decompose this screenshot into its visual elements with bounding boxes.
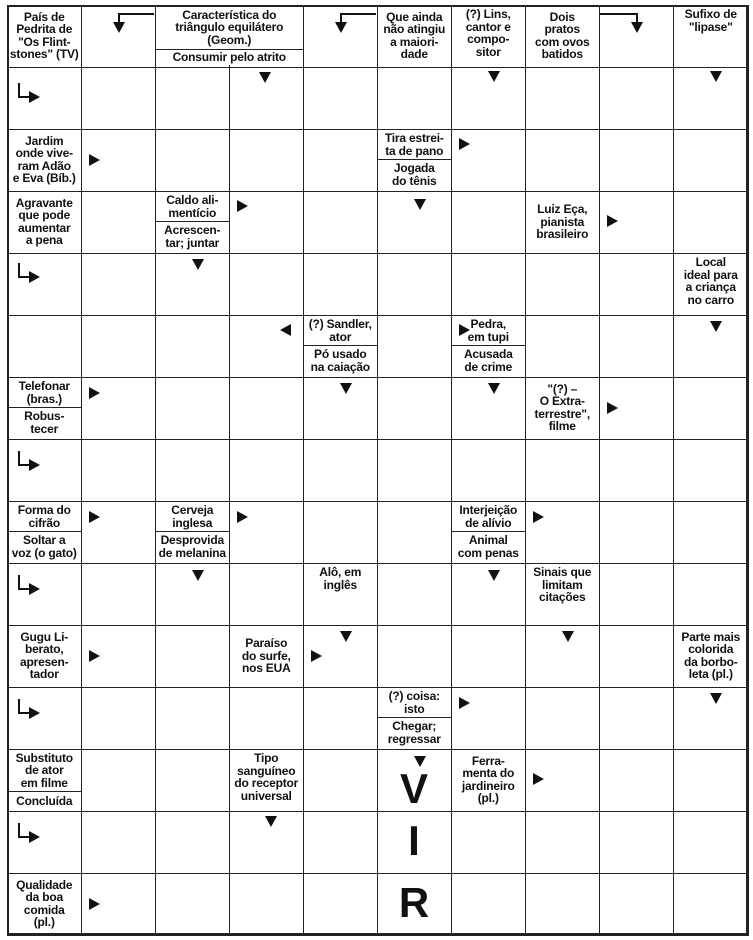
grid-cell[interactable] xyxy=(155,377,230,440)
grid-cell[interactable] xyxy=(7,687,82,750)
grid-cell[interactable] xyxy=(525,873,600,936)
grid-cell[interactable] xyxy=(155,67,230,130)
grid-cell[interactable] xyxy=(673,191,749,254)
grid-cell[interactable] xyxy=(303,687,378,750)
arrow-right-icon xyxy=(237,200,248,212)
clue-c20: Telefonar (bras.) xyxy=(8,378,81,408)
arrow-right-icon xyxy=(89,898,100,910)
clue-c18: Pedra, em tupi xyxy=(452,316,525,346)
arrow-down-icon xyxy=(710,693,722,704)
grid-cell[interactable] xyxy=(155,749,230,812)
grid-cell[interactable] xyxy=(599,811,674,874)
grid-cell[interactable] xyxy=(377,439,452,502)
grid-cell[interactable] xyxy=(229,377,304,440)
clue-c26: Desprovida de melanina xyxy=(156,532,229,562)
grid-cell[interactable] xyxy=(7,439,82,502)
grid-cell[interactable] xyxy=(673,563,749,626)
grid-cell[interactable] xyxy=(525,67,600,130)
arrow-right-icon xyxy=(533,773,544,785)
arrow-right-icon xyxy=(459,324,470,336)
grid-cell[interactable] xyxy=(599,129,674,192)
answer-letter-l3[interactable]: R xyxy=(398,879,430,926)
grid-cell[interactable] xyxy=(303,129,378,192)
answer-letter-l2[interactable]: I xyxy=(408,817,420,864)
clue-c35: Chegar; regressar xyxy=(378,718,451,748)
clue-c34: (?) coisa: isto xyxy=(378,688,451,718)
arrow-down-icon xyxy=(488,570,500,581)
grid-cell[interactable] xyxy=(599,563,674,626)
grid-cell[interactable] xyxy=(599,625,674,688)
clue-c4: Que ainda não atingiu a maiori- dade xyxy=(378,6,451,66)
grid-cell[interactable] xyxy=(303,873,378,936)
grid-cell[interactable] xyxy=(7,315,82,378)
arrow-right-icon xyxy=(89,511,100,523)
grid-cell[interactable] xyxy=(377,377,452,440)
answer-letter-l1[interactable]: V xyxy=(399,765,428,812)
arrow-right-icon xyxy=(459,697,470,709)
grid-cell[interactable] xyxy=(599,687,674,750)
grid-cell[interactable] xyxy=(81,253,156,316)
arrow-right-icon xyxy=(237,511,248,523)
grid-cell[interactable] xyxy=(525,811,600,874)
clue-c3: Consumir pelo atrito xyxy=(156,50,303,66)
grid-cell[interactable] xyxy=(673,439,749,502)
arrow-right-icon xyxy=(533,511,544,523)
grid-cell[interactable] xyxy=(7,563,82,626)
grid-cell[interactable] xyxy=(451,191,526,254)
grid-cell[interactable] xyxy=(673,749,749,812)
clue-c8: Jardim onde vive- ram Adão e Eva (Bíb.) xyxy=(8,130,81,190)
arrow-down-icon xyxy=(259,72,271,83)
arrow-right-icon xyxy=(607,402,618,414)
clue-c31: Gugu Li- berato, apresen- tador xyxy=(8,626,81,686)
grid-cell[interactable] xyxy=(155,687,230,750)
grid-cell[interactable] xyxy=(155,129,230,192)
clue-c2: Característica do triângulo equilátero (Geom.) xyxy=(156,6,303,50)
grid-cell[interactable] xyxy=(81,439,156,502)
clue-c36: Substituto de ator em filme xyxy=(8,750,81,792)
grid-cell[interactable] xyxy=(229,873,304,936)
clue-c33: Parte mais colorida da borbo- leta (pl.) xyxy=(674,626,748,686)
arrow-right-icon xyxy=(459,138,470,150)
clue-c13: Acrescen- tar; juntar xyxy=(156,222,229,252)
grid-cell[interactable] xyxy=(155,873,230,936)
grid-cell[interactable] xyxy=(525,439,600,502)
grid-cell[interactable] xyxy=(525,129,600,192)
grid-cell[interactable] xyxy=(599,501,674,564)
clue-c12: Caldo ali- mentício xyxy=(156,192,229,222)
grid-cell[interactable] xyxy=(81,315,156,378)
grid-cell[interactable] xyxy=(599,749,674,812)
clue-c32: Paraíso do surfe, nos EUA xyxy=(230,626,303,686)
clue-c28: Animal com penas xyxy=(452,532,525,562)
grid-cell[interactable] xyxy=(303,501,378,564)
clue-c9: Tira estrei- ta de pano xyxy=(378,130,451,160)
grid-cell[interactable] xyxy=(451,625,526,688)
grid-cell[interactable] xyxy=(229,253,304,316)
arrow-right-icon xyxy=(89,387,100,399)
grid-cell[interactable] xyxy=(599,253,674,316)
grid-cell[interactable] xyxy=(229,315,304,378)
grid-cell[interactable] xyxy=(451,253,526,316)
grid-cell[interactable] xyxy=(229,687,304,750)
grid-cell[interactable] xyxy=(673,501,749,564)
clue-c25: Cerveja inglesa xyxy=(156,502,229,532)
grid-cell[interactable] xyxy=(525,687,600,750)
clue-c37: Concluída xyxy=(8,792,81,809)
grid-cell[interactable] xyxy=(81,67,156,130)
grid-cell[interactable] xyxy=(377,625,452,688)
arrow-down-icon xyxy=(488,71,500,82)
grid-cell[interactable] xyxy=(673,811,749,874)
grid-cell[interactable] xyxy=(303,253,378,316)
arrow-down-icon xyxy=(414,199,426,210)
arrow-right-icon xyxy=(607,215,618,227)
grid-cell[interactable] xyxy=(155,315,230,378)
grid-cell[interactable] xyxy=(451,439,526,502)
grid-cell[interactable] xyxy=(377,501,452,564)
clue-c19: Acusada de crime xyxy=(452,346,525,376)
arrow-down-icon xyxy=(265,816,277,827)
clue-c24: Soltar a voz (o gato) xyxy=(8,532,81,562)
grid-cell[interactable] xyxy=(303,439,378,502)
clue-c7: Sufixo de "lipase" xyxy=(674,6,748,66)
grid-cell[interactable] xyxy=(673,129,749,192)
grid-cell[interactable] xyxy=(303,191,378,254)
clue-c23: Forma do cifrão xyxy=(8,502,81,532)
clue-c6: Dois pratos com ovos batidos xyxy=(526,6,599,66)
grid-cell[interactable] xyxy=(303,67,378,130)
grid-cell[interactable] xyxy=(7,811,82,874)
clue-c14: Luiz Eça, pianista brasileiro xyxy=(526,192,599,252)
clue-c39: Ferra- menta do jardineiro (pl.) xyxy=(452,750,525,810)
grid-cell[interactable] xyxy=(525,253,600,316)
grid-cell[interactable] xyxy=(377,253,452,316)
clue-c21: Robus- tecer xyxy=(8,408,81,438)
arrow-right-icon xyxy=(311,650,322,662)
clue-c11: Agravante que pode aumentar a pena xyxy=(8,192,81,252)
grid-cell[interactable] xyxy=(599,439,674,502)
grid-cell[interactable] xyxy=(303,811,378,874)
clue-c40: Qualidade da boa comida (pl.) xyxy=(8,874,81,934)
grid-cell[interactable] xyxy=(599,873,674,936)
grid-cell[interactable] xyxy=(155,811,230,874)
grid-cell[interactable] xyxy=(303,749,378,812)
arrow-right-icon xyxy=(89,650,100,662)
grid-cell[interactable] xyxy=(229,563,304,626)
grid-cell[interactable] xyxy=(81,687,156,750)
arrow-down-icon xyxy=(340,631,352,642)
grid-cell[interactable] xyxy=(599,67,674,130)
grid-cell[interactable] xyxy=(7,67,82,130)
grid-cell[interactable] xyxy=(229,129,304,192)
crossword-grid xyxy=(7,5,748,935)
arrow-left-icon xyxy=(280,324,291,336)
grid-cell[interactable] xyxy=(155,439,230,502)
clue-c17: Pó usado na caiação xyxy=(304,346,377,376)
arrow-down-icon xyxy=(488,383,500,394)
clue-c5: (?) Lins, cantor e compo- sitor xyxy=(452,6,525,66)
grid-cell[interactable] xyxy=(377,67,452,130)
grid-cell[interactable] xyxy=(673,377,749,440)
grid-cell[interactable] xyxy=(451,873,526,936)
grid-cell[interactable] xyxy=(451,811,526,874)
arrow-down-icon xyxy=(562,631,574,642)
clue-c10: Jogada do tênis xyxy=(378,160,451,190)
grid-cell[interactable] xyxy=(525,315,600,378)
clue-c15: Local ideal para a criança no carro xyxy=(674,254,748,314)
arrow-down-icon xyxy=(710,71,722,82)
clue-c22: "(?) – O Extra- terrestre", filme xyxy=(526,378,599,438)
grid-cell[interactable] xyxy=(81,811,156,874)
grid-cell[interactable] xyxy=(599,315,674,378)
clue-c29: Alô, em inglês xyxy=(304,564,377,624)
arrow-down-icon xyxy=(710,321,722,332)
grid-cell[interactable] xyxy=(229,439,304,502)
grid-cell[interactable] xyxy=(81,749,156,812)
clue-c30: Sinais que limitam citações xyxy=(526,564,599,624)
grid-cell[interactable] xyxy=(377,563,452,626)
grid-cell[interactable] xyxy=(377,315,452,378)
clue-c38: Tipo sanguíneo do receptor universal xyxy=(230,750,303,810)
arrow-right-icon xyxy=(89,154,100,166)
arrow-down-icon xyxy=(192,259,204,270)
grid-cell[interactable] xyxy=(155,625,230,688)
clue-c1: País de Pedrita de "Os Flint- stones" (TV) xyxy=(8,6,81,66)
arrow-down-icon xyxy=(192,570,204,581)
clue-c27: Interjeição de alívio xyxy=(452,502,525,532)
clue-c16: (?) Sandler, ator xyxy=(304,316,377,346)
grid-cell[interactable] xyxy=(673,873,749,936)
arrow-down-icon xyxy=(340,383,352,394)
grid-cell[interactable] xyxy=(81,563,156,626)
grid-cell[interactable] xyxy=(81,191,156,254)
